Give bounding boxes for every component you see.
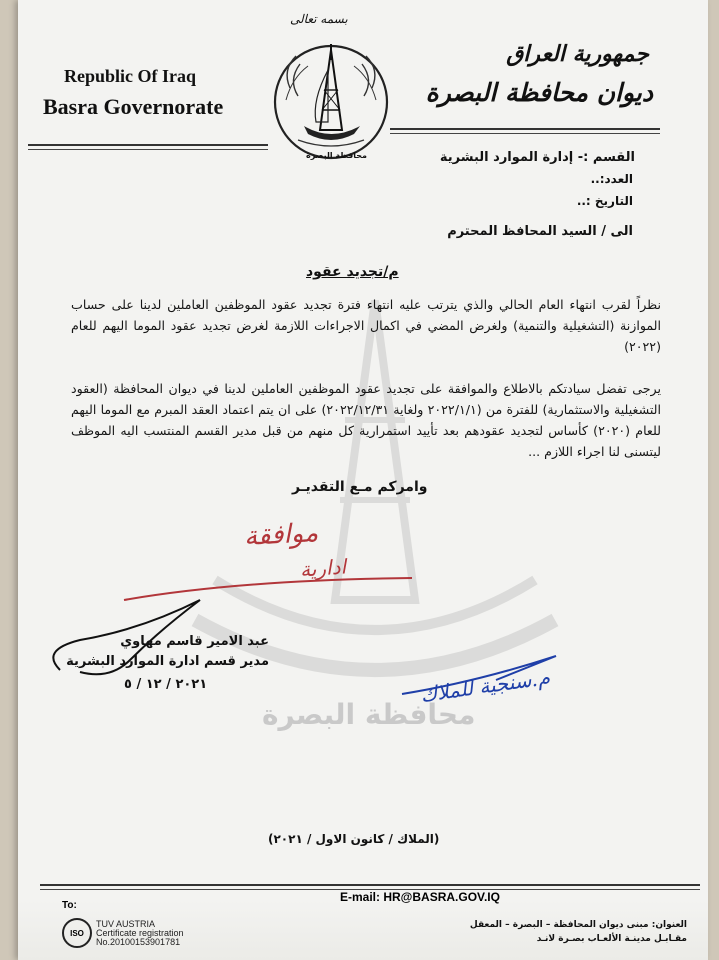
body-paragraph-2: يرجى تفضل سيادتكم بالاطلاع والموافقة على تجديد عقود الموظفين العاملين لدينا في ديوان المحافظة (العقود التشغيلية والاستثمارية) للفترة من (٢٠٢٢/١/١ ولغاية ٢٠٢٢/١٢/٣١) على ان يتم اعتماد العقد المبرم مع الموما اليهم للعام (٢٠٢٠) كأساس لتجديد عقودهم بعد تأييد استمرارية كل منهم من قبل مدير القسم المنتسب اليه الموظف ليتسنى لنا اجراء اللازم ... xyxy=(71,381,661,459)
reference-line: (الملاك / كانون الاول / ٢٠٢١) xyxy=(268,832,440,846)
iso-label: ISO xyxy=(70,928,84,938)
red-handwritten-note-1: موافقة xyxy=(243,518,319,552)
tuv-certificate xyxy=(96,920,184,947)
diwan-ar: ديوان محافظة البصرة xyxy=(425,78,653,107)
logo-caption: محافظة البصرة xyxy=(306,151,367,160)
republic-en: Republic Of Iraq xyxy=(64,66,197,86)
header-rule-left xyxy=(28,144,268,146)
logo-emblem-icon xyxy=(268,30,394,170)
addressee-line: الى / السيد المحافظ المحترم xyxy=(447,224,633,239)
signatory-title: مدير قسم ادارة الموارد البشرية xyxy=(66,654,269,669)
date-line: التاريخ :.. xyxy=(576,194,633,208)
iso-badge-icon xyxy=(62,918,92,948)
header-rule-left-thin xyxy=(28,149,268,150)
footer-address-line-1: العنوان: مبنى ديوان المحافظة – البصرة – المعقل xyxy=(469,920,687,930)
footer-rule xyxy=(40,884,700,886)
tuv-line-2: Certificate registration xyxy=(96,928,184,938)
footer-address-line-2: مقـابـل مدينـة الألعـاب بصـرة لانـد xyxy=(536,934,687,944)
signatory-name: عبد الامير قاسم مهاوي xyxy=(120,634,269,649)
governorate-en: Basra Governorate xyxy=(43,94,224,119)
signatory-date: ٢٠٢١ / ١٢ / ٥ xyxy=(124,677,208,692)
header-rule-right xyxy=(390,128,660,130)
header-rule-right-thin xyxy=(390,133,660,134)
basmala: بسمه تعالى xyxy=(290,12,348,26)
blue-handwritten-note: م.سنجية للملاك xyxy=(418,665,552,707)
blue-signature-stroke xyxy=(396,652,566,702)
republic-ar: جمهورية العراق xyxy=(506,42,649,67)
tuv-line-3: No.20100153901781 xyxy=(96,937,181,947)
closing-salutation: وامركم مـع التقديـر xyxy=(292,479,428,495)
watermark-text: محافظة البصرة xyxy=(262,698,476,731)
footer-to-label: To: xyxy=(62,900,77,911)
red-handwritten-note-2: ادارية xyxy=(299,554,347,582)
tuv-line-1: TUV AUSTRIA xyxy=(96,919,156,929)
body-paragraph-1: نظراً لقرب انتهاء العام الحالي والذي يترتب عليه انتهاء فترة تجديد عقود الموظفين العاملين لدينا على حساب الموازنة (التشغيلية والتنمية) ولغرض المضي في اكمال الاجراءات اللازمة لغرض تجديد عقود الموما اليهم للعام (٢٠٢٢) xyxy=(71,297,661,354)
subject: م/تجديد عقود xyxy=(306,264,399,280)
number-line: العدد:.. xyxy=(590,172,633,186)
footer-email: E-mail: HR@BASRA.GOV.IQ xyxy=(340,890,500,904)
department-line: القسم :- إدارة الموارد البشرية xyxy=(439,150,635,165)
governorate-logo xyxy=(268,30,394,170)
